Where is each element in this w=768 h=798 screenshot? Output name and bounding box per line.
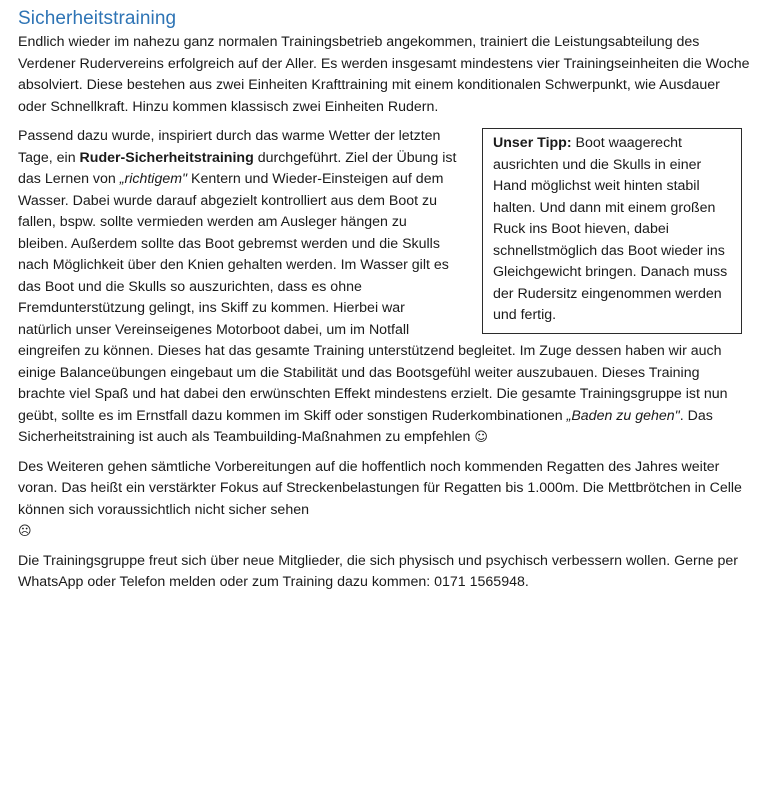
- smiley-sad-icon: ☹: [18, 524, 32, 539]
- p2-bold-term: Ruder-Sicherheitstraining: [79, 149, 254, 166]
- tip-label: Unser Tipp:: [493, 135, 572, 151]
- p2-italic-2: „Baden zu gehen": [566, 407, 680, 424]
- article-title: Sicherheitstraining: [18, 8, 177, 29]
- regatta-paragraph: [18, 457, 750, 543]
- p2-text-3: Kentern und Wieder-Einsteigen auf dem Wasser. Dabei wurde darauf abgezielt kontrolliert aus dem Boot zu fallen, bspw. sollte vermieden werden am Ausleger hängen zu bleiben. Außerdem sollte das Boot gebremst werden und die Skulls nach Möglichkeit über den Knien gehalten werden. Im Wasser gilt es das Boot und die Skulls so auszurichten, dass es ohne Fremdunterstützung gelingt, ins Skiff zu kommen. Hierbei war natürlich unser Vereinseigenes Motorboot dabei, um im Notfall eingreifen zu können. Dieses hat das gesamte Training unterstützend begleitet. Im Zuge dessen haben wir auch einige Balanceübungen eingebaut um die Stabilität und das Bootsgefühl weiter auszubauen. Dieses Training brachte viel Spaß und hat dabei den erwünschten Effekt mindestens erzielt. Die gesamte Trainingsgruppe ist nun geübt, sollte es im Ernstfall dazu kommen im Skiff oder sonstigen Ruderkombinationen: [18, 171, 728, 424]
- body-section: [18, 126, 750, 449]
- article: [18, 6, 750, 594]
- intro-paragraph: Endlich wieder im nahezu ganz normalen Trainingsbetrieb angekommen, trainiert die Leistungsabteilung des Verdener Rudervereins erfolgreich auf der Aller. Es werden insgesamt mindestens vier Trainingseinheiten die Woche absolviert. Diese bestehen aus zwei Einheiten Krafttraining mit einem konditionalen Schwerpunkt, wie Ausdauer oder Schnellkraft. Hinzu kommen klassisch zwei Einheiten Rudern.: [18, 34, 750, 115]
- smiley-happy-icon: ☺: [474, 430, 488, 445]
- p2-text-4: . Das Sicherheitstraining ist auch als Teambuilding-Maßnahmen zu empfehlen: [18, 407, 713, 445]
- p2-text-1: Passend dazu wurde, inspiriert durch das warme Wetter der letzten Tage, ein: [18, 128, 441, 166]
- p2-italic-1: „richtigem": [119, 171, 188, 187]
- tip-box: [482, 128, 742, 334]
- tip-text: Boot waagerecht ausrichten und die Skulls in einer Hand möglichst weit hinten stabil halten. Und dann mit einem großen Ruck ins Boot hieven, dabei schnellstmöglich das Boot wieder ins Gleichgewicht bringen. Danach muss der Rudersitz eingenommen werden und fertig.: [493, 135, 728, 323]
- p3-text: Des Weiteren gehen sämtliche Vorbereitungen auf die hoffentlich noch kommenden Regatten des Jahres weiter voran. Das heißt ein verstärkter Fokus auf Streckenbelastungen für Regatten bis 1.000m. Die Mettbrötchen in Celle können sich voraussichtlich nicht sicher sehen: [18, 458, 742, 518]
- p2-text-2: durchgeführt. Ziel der Übung ist das Lernen von: [18, 149, 457, 187]
- contact-paragraph: Die Trainingsgruppe freut sich über neue Mitglieder, die sich physisch und psychisch verbessern wollen. Gerne per WhatsApp oder Telefon melden oder zum Training dazu kommen: 0171 1565948.: [18, 552, 739, 590]
